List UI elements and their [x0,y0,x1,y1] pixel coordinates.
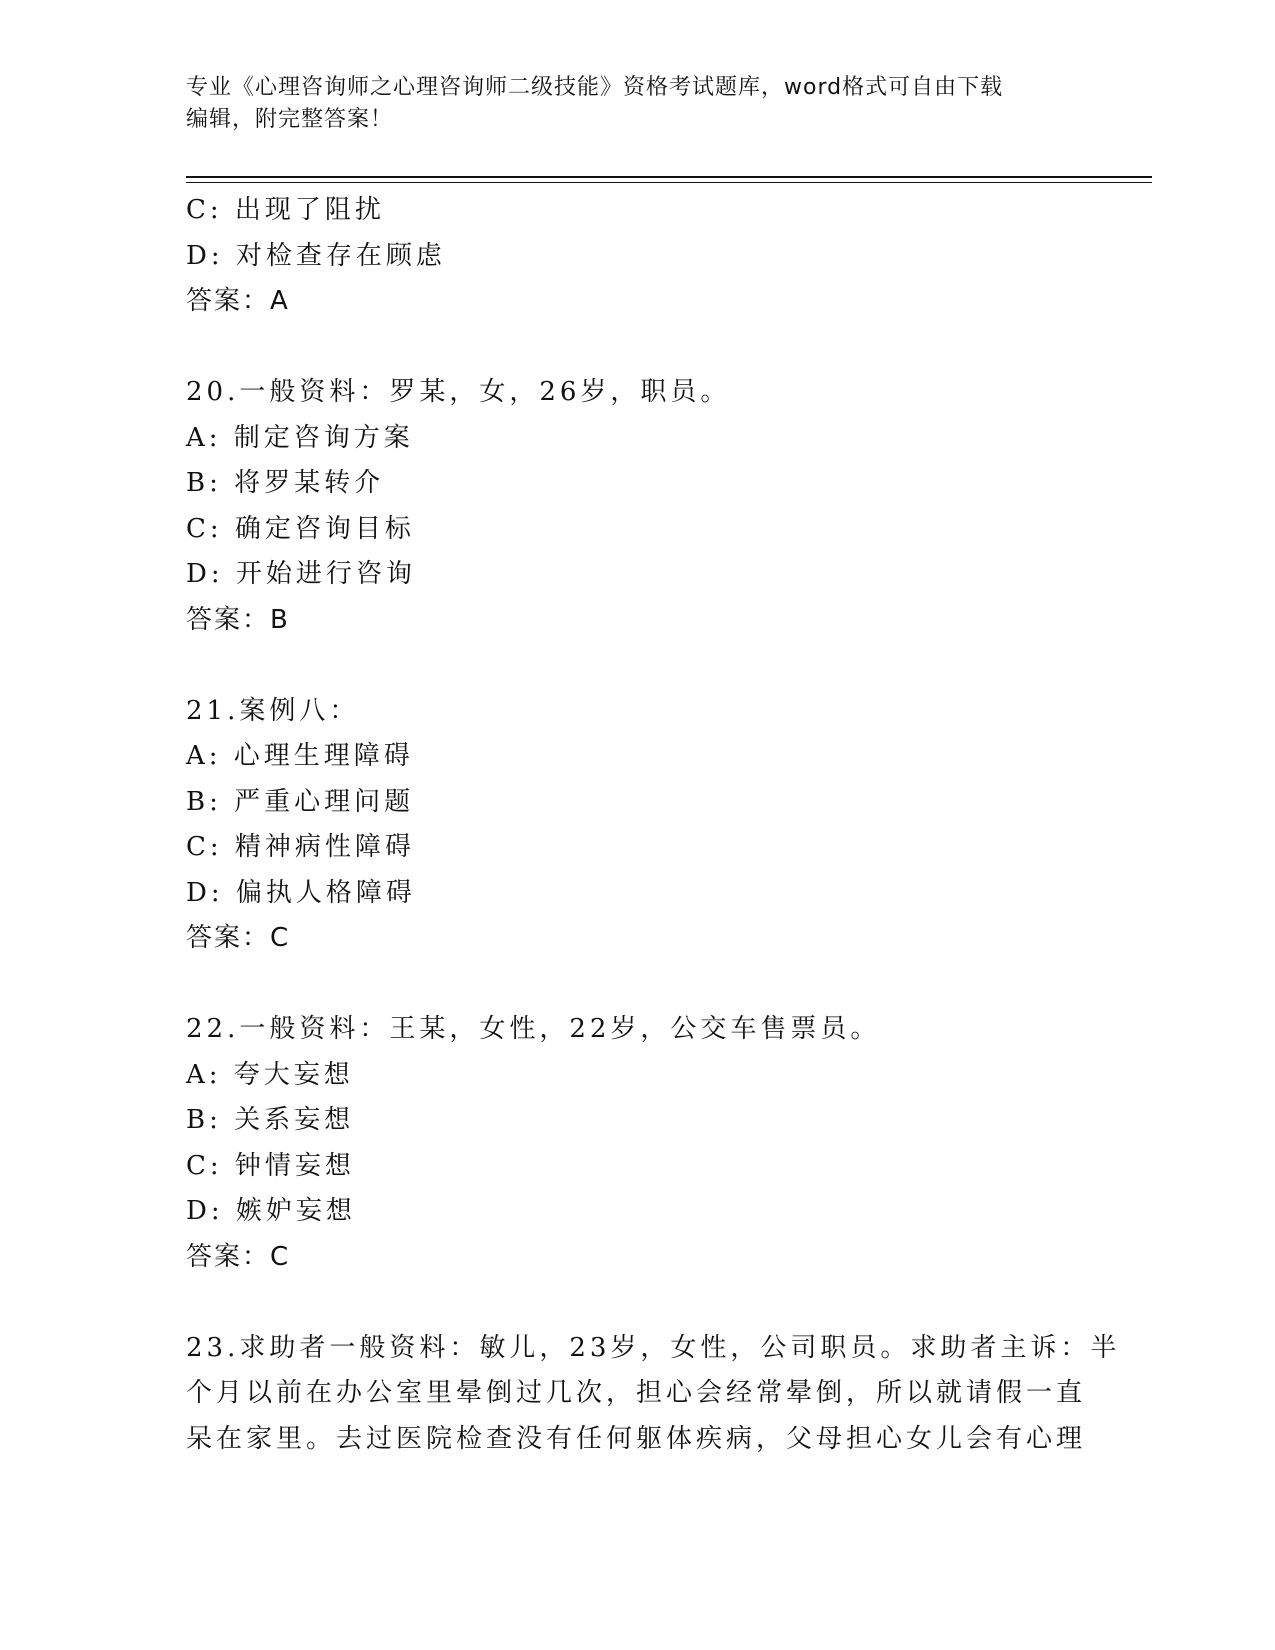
spacer [186,325,1086,371]
header-line-1: 专业《心理咨询师之心理咨询师二级技能》资格考试题库，word格式可自由下载 [186,75,1004,100]
q21-option-d: D: 偏执人格障碍 [186,877,416,908]
spacer [186,1280,1086,1326]
q22-option-d: D: 嫉妒妄想 [186,1196,356,1226]
q20-option-d: D: 开始进行咨询 [186,559,416,589]
q20-option-a: A: 制定咨询方案 [186,422,414,453]
q21-option-a: A: 心理生理障碍 [186,741,414,771]
q22-option-b: B: 关系妄想 [186,1105,355,1135]
q22-option-a: A: 夸大妄想 [186,1059,354,1090]
header-line-2: 编辑，附完整答案！ [186,107,394,132]
q19-option-d: D: 对检查存在顾虑 [186,240,446,271]
header-rule-thick [186,176,1152,178]
q19-answer: 答案：A [186,286,290,316]
q21-option-b: B: 严重心理问题 [186,786,415,817]
q20-answer: 答案：B [186,604,290,635]
q21-stem: 21.案例八： [186,695,360,726]
q21-answer: 答案：C [186,923,291,953]
q20-stem: 20.一般资料：罗某，女，26岁，职员。 [186,377,731,407]
q22-answer: 答案：C [186,1241,291,1272]
q21-option-c: C: 精神病性障碍 [186,832,415,862]
q20-option-b: B: 将罗某转介 [186,468,385,498]
spacer [186,962,1086,1008]
q20-option-c: C: 确定咨询目标 [186,513,415,544]
header-rule-thin [186,182,1152,183]
q22-stem: 22.一般资料：王某，女性，22岁，公交车售票员。 [186,1014,881,1044]
spacer [186,643,1086,689]
q22-option-c: C: 钟情妄想 [186,1150,355,1181]
q23-line-2: 个月以前在办公室里晕倒过几次，担心会经常晕倒，所以就请假一直 [186,1378,1087,1408]
q23-line-3: 呆在家里。去过医院检查没有任何躯体疾病，父母担心女儿会有心理 [186,1423,1087,1454]
document-header [186,72,1086,136]
q19-option-c: C: 出现了阻扰 [186,195,385,225]
q23-line-1: 23.求助者一般资料：敏儿，23岁，女性，公司职员。求助者主诉：半 [186,1332,1121,1363]
question-list [186,188,1121,1462]
